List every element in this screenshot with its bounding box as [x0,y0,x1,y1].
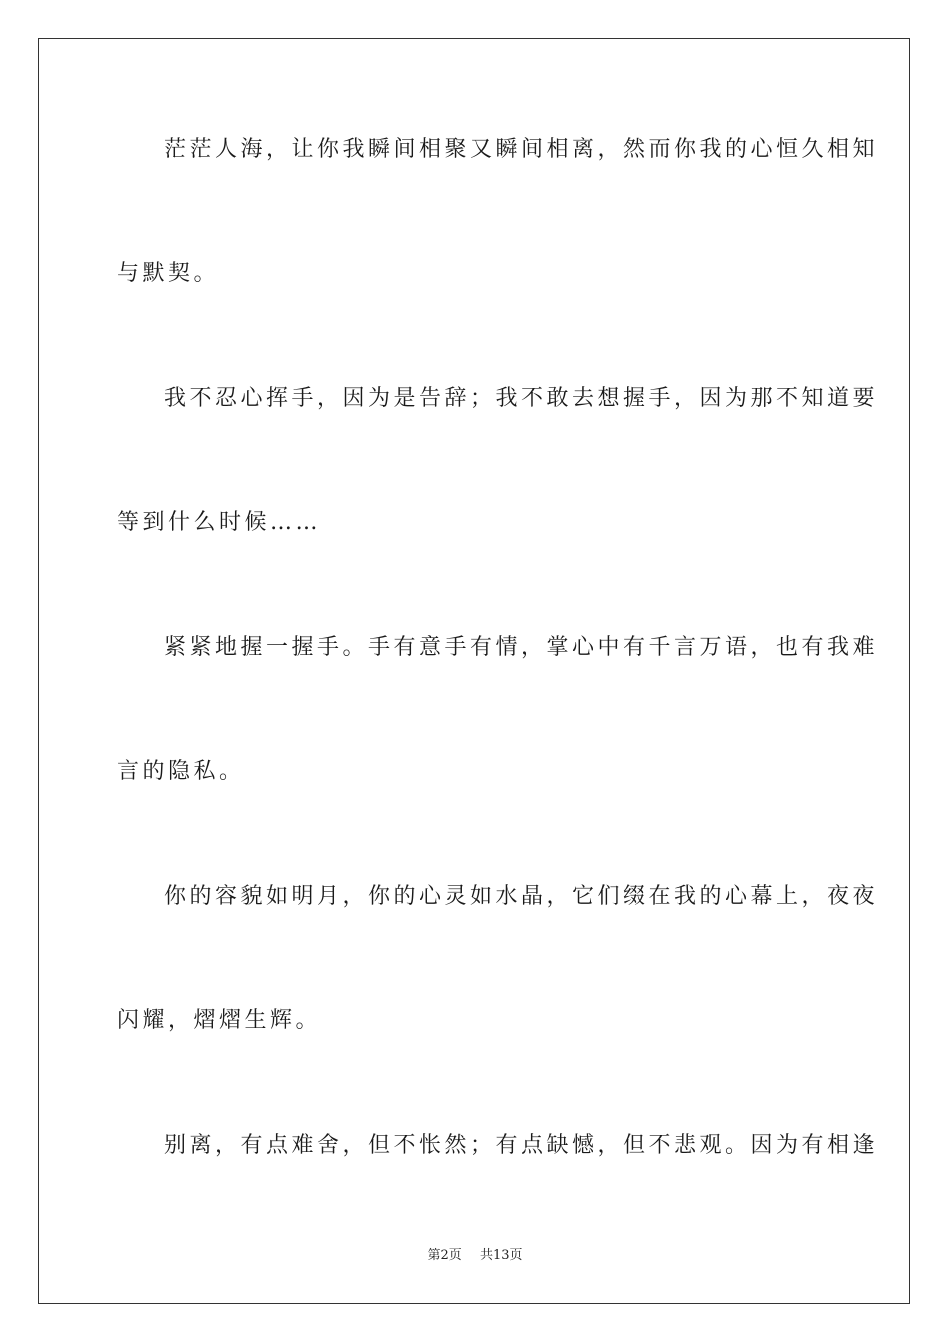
paragraph-3-line-2: 言的隐私。 [117,759,245,784]
paragraph-5-line-1: 别离，有点难舍，但不怅然；有点缺憾，但不悲观。因为有相逢 [164,1133,879,1158]
paragraph-1-line-1: 茫茫人海，让你我瞬间相聚又瞬间相离，然而你我的心恒久相知 [164,137,879,162]
paragraph-2-line-1: 我不忍心挥手，因为是告辞；我不敢去想握手，因为那不知道要 [164,386,879,411]
page-total: 共13页 [479,1248,523,1263]
paragraph-3-line-1: 紧紧地握一握手。手有意手有情，掌心中有千言万语，也有我难 [164,635,879,660]
paragraph-2-line-2: 等到什么时候…… [117,510,322,535]
page-number: 第2页 [427,1248,462,1263]
paragraph-4-line-2: 闪耀，熠熠生辉。 [117,1008,322,1033]
paragraph-4-line-1: 你的容貌如明月，你的心灵如水晶，它们缀在我的心幕上，夜夜 [164,884,879,909]
page-footer [0,1248,950,1264]
paragraph-1-line-2: 与默契。 [117,261,220,286]
page-border [38,38,910,1304]
